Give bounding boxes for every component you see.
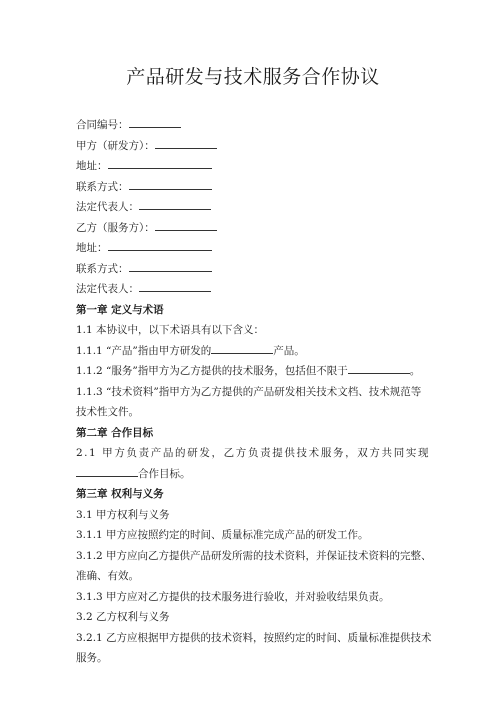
blank-line [155, 219, 217, 231]
clause-3-1: 3.1 甲方权利与义务 [76, 508, 170, 521]
party-info-section [76, 115, 430, 300]
clause-2-1-line-2 [76, 464, 430, 485]
party-b-address-field [76, 238, 430, 259]
party-a-address-field [76, 156, 430, 177]
clause-text: 合作目标。 [138, 467, 191, 480]
clause-1-1-1 [76, 341, 430, 362]
clause-3-2-1-line-2: 服务。 [76, 652, 108, 664]
field-label: 合同编号： [76, 119, 129, 131]
contract-number-field [76, 115, 430, 136]
clause-3-2: 3.2 乙方权利与义务 [76, 611, 170, 623]
blank-line [108, 157, 212, 169]
field-label: 法定代表人： [76, 201, 139, 213]
clause-text: 1.1.2 “服务”指甲方为乙方提供的技术服务，包括但不限于 [76, 365, 348, 377]
clause-2-1-line-1: 2.1 甲方负责产品的研发，乙方负责提供技术服务，双方共同实现 [76, 447, 430, 459]
party-a-field [76, 136, 430, 157]
blank-line [348, 362, 410, 374]
field-label: 乙方（服务方）： [76, 221, 155, 234]
chapter-2-section [76, 423, 430, 485]
document-title: 产品研发与技术服务合作协议 [126, 66, 380, 88]
clause-1-1-3-line-2: 技术性文件。 [76, 406, 139, 418]
clause-text: 1.1.1 “产品”指由甲方研发的 [76, 344, 212, 357]
blank-line [76, 465, 138, 477]
chapter-3-section [76, 484, 430, 669]
party-a-representative-field [76, 197, 430, 218]
clause-1-1: 1.1 本协议中，以下术语具有以下含义： [76, 324, 265, 336]
blank-line [139, 198, 211, 210]
field-label: 联系方式： [76, 180, 129, 193]
blank-line [129, 260, 212, 272]
blank-line [211, 342, 273, 354]
clause-3-1-3: 3.1.3 甲方应对乙方提供的技术服务进行验收，并对验收结果负责。 [76, 590, 390, 603]
field-label: 地址： [76, 242, 108, 254]
blank-line [139, 280, 211, 292]
field-label: 地址： [76, 160, 108, 172]
blank-line [108, 239, 212, 251]
blank-line [129, 116, 181, 128]
chapter-heading: 第一章 定义与术语 [76, 303, 164, 316]
clause-3-2-1-line-1: 3.2.1 乙方应根据甲方提供的技术资料，按照约定的时间、质量标准提供技术 [76, 631, 432, 644]
field-label: 法定代表人： [76, 283, 139, 295]
blank-line [155, 137, 217, 149]
clause-1-1-2 [76, 361, 430, 382]
chapter-heading: 第二章 合作目标 [76, 426, 154, 439]
blank-line [129, 178, 212, 190]
chapter-heading: 第三章 权利与义务 [76, 488, 164, 500]
party-b-contact-field [76, 259, 430, 280]
clause-3-1-2-line-1: 3.1.2 甲方应向乙方提供产品研发所需的技术资料，并保证技术资料的完整、 [76, 549, 432, 562]
clause-text: 。 [409, 365, 421, 377]
party-b-representative-field [76, 279, 430, 300]
party-a-contact-field [76, 177, 430, 198]
field-label: 甲方（研发方）： [76, 139, 155, 152]
party-b-field [76, 218, 430, 239]
field-label: 联系方式： [76, 262, 129, 275]
clause-3-1-2-line-2: 准确、有效。 [76, 570, 139, 582]
clause-1-1-3-line-1: 1.1.3 “技术资料”指甲方为乙方提供的产品研发相关技术文档、技术规范等 [76, 385, 422, 398]
clause-3-1-1: 3.1.1 甲方应按照约定的时间、质量标准完成产品的研发工作。 [76, 529, 369, 541]
chapter-1-section [76, 300, 430, 423]
clause-text: 产品。 [273, 344, 305, 357]
